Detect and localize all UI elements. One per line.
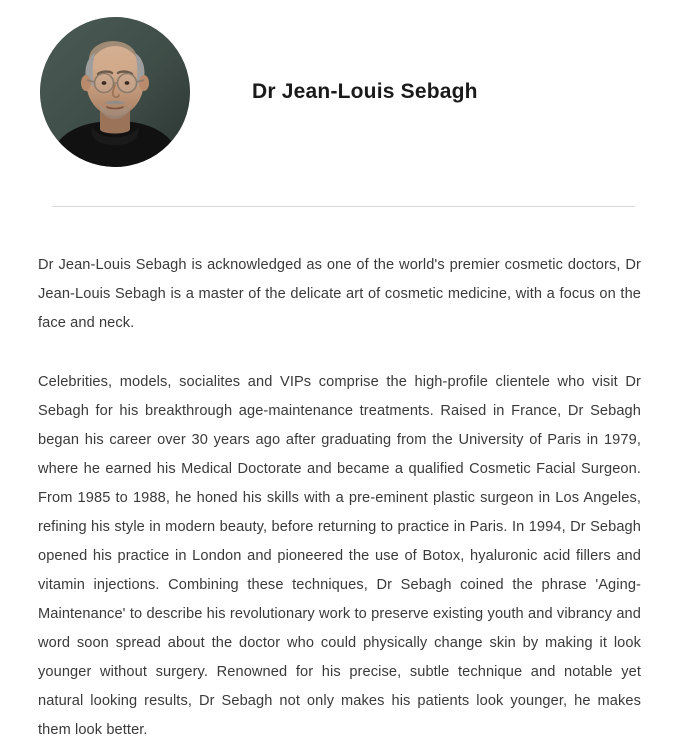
bio-paragraph: Dr Jean-Louis Sebagh is acknowledged as one of the world's premier cosmetic doctors, Dr Jean-Louis Sebagh is a master of the delicate art of cosmetic medicine, with a focus on the face and neck. (38, 257, 641, 331)
avatar (40, 17, 190, 167)
bio-paragraph: Celebrities, models, socialites and VIPs comprise the high-profile clientele who visit Dr Sebagh for his breakthrough age-maintenance treatments. Raised in France, Dr Sebagh began his career over 30 years ago after graduating from the University of Paris in 1979, where he earned his Medical Doctorate and became a qualified Cosmetic Facial Surgeon. From 1985 to 1988, he honed his skills with a pre-eminent plastic surgeon in Los Angeles, refining his style in modern beauty, before returning to practice in Paris. In 1994, Dr Sebagh opened his practice in London and pioneered the use of Botox, hyaluronic acid fillers and vitamin injections. Combining these techniques, Dr Sebagh coined the phrase 'Aging-Maintenance' to describe his revolutionary work to preserve existing youth and vibrancy and word soon spread about the doctor who could physically change skin by making it look younger without surgery. Renowned for his precise, subtle technique and notable yet natural looking results, Dr Sebagh not only makes his patients look younger, he makes them look better. (38, 374, 641, 738)
portrait-photo-icon (40, 17, 190, 167)
profile-header (0, 0, 679, 160)
biography-content (0, 207, 679, 745)
page-title: Dr Jean-Louis Sebagh (252, 80, 478, 103)
